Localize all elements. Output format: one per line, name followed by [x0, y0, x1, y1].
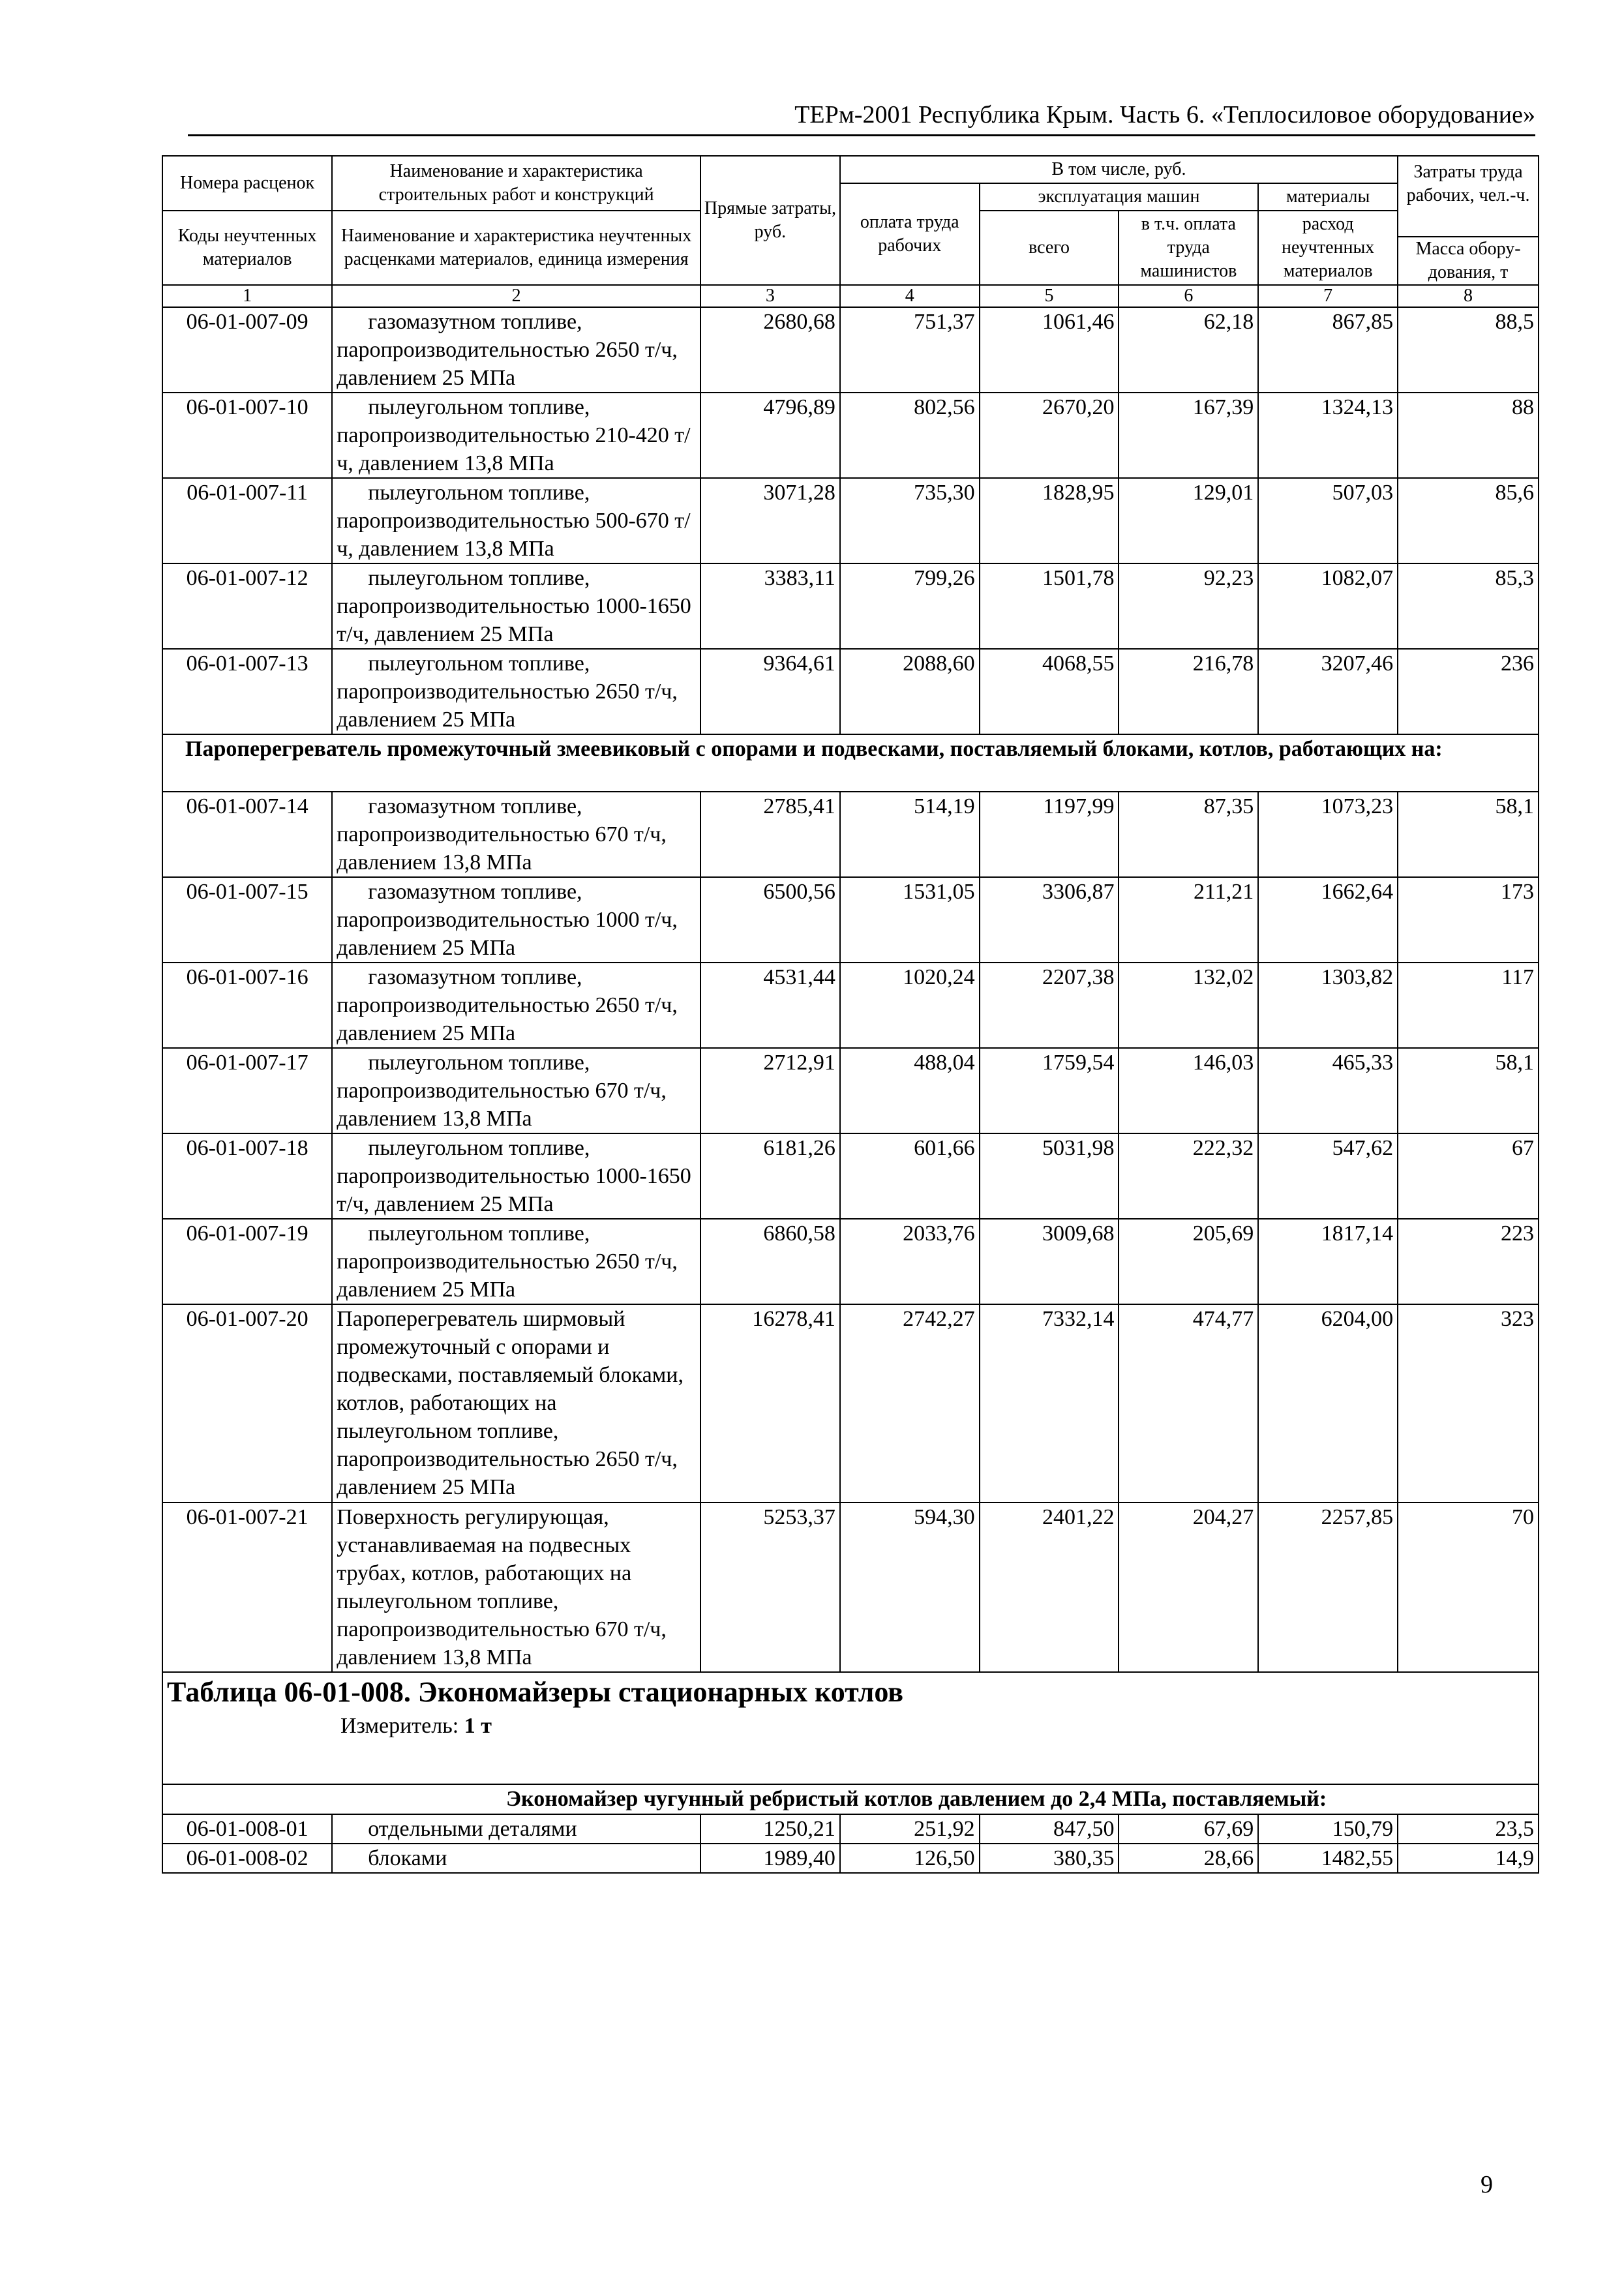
equipment-mass: 323: [1398, 1304, 1539, 1503]
materials: 1662,64: [1258, 877, 1398, 963]
section-heading: Экономайзер чугунный ребристый котлов давлением до 2,4 МПа, поставляемый:: [506, 1787, 1327, 1811]
equipment-mass: 14,9: [1398, 1844, 1539, 1873]
machinist-pay: 216,78: [1119, 649, 1258, 734]
col-number: 1: [162, 285, 332, 307]
direct-costs: 6860,58: [700, 1219, 840, 1304]
equipment-mass: 85,3: [1398, 563, 1539, 649]
col-header-worker-pay: оплата труда рабочих: [840, 183, 980, 285]
table-row: [162, 1814, 1539, 1844]
rate-name: пылеугольном топливе, паропроизводительностью 500-670 т/ч, давлением 13,8 МПа: [332, 478, 700, 563]
col-number: 8: [1398, 285, 1539, 307]
table-row: [162, 1304, 1539, 1503]
equipment-mass: 117: [1398, 963, 1539, 1048]
worker-pay: 601,66: [840, 1133, 980, 1219]
rate-code: 06-01-007-09: [162, 307, 332, 393]
materials: 547,62: [1258, 1133, 1398, 1219]
worker-pay: 594,30: [840, 1503, 980, 1672]
equipment-mass: 223: [1398, 1219, 1539, 1304]
rate-name: Пароперегреватель ширмовый промежуточный с опорами и подвесками, поставляемый блоками, котлов, работающих на пылеугольном топливе, паропроизводительностью 2650 т/ч, давлением 25 МПа: [332, 1304, 700, 1503]
direct-costs: 6181,26: [700, 1133, 840, 1219]
machines-total: 1197,99: [980, 792, 1119, 877]
col-header-machines: эксплуатация машин: [980, 183, 1259, 211]
materials: 6204,00: [1258, 1304, 1398, 1503]
machinist-pay: 132,02: [1119, 963, 1258, 1048]
col-header-material-names: Наименование и характеристика неучтенных расценками материалов, единица измерения: [332, 211, 700, 285]
rate-code: 06-01-007-17: [162, 1048, 332, 1133]
direct-costs: 1250,21: [700, 1814, 840, 1844]
machinist-pay: 204,27: [1119, 1503, 1258, 1672]
worker-pay: 802,56: [840, 393, 980, 478]
machinist-pay: 205,69: [1119, 1219, 1258, 1304]
machines-total: 1061,46: [980, 307, 1119, 393]
page-number: 9: [1481, 2171, 1493, 2198]
rate-name: газомазутном топливе, паропроизводительностью 2650 т/ч, давлением 25 МПа: [332, 307, 700, 393]
section-heading-row: [162, 734, 1539, 792]
col-number: 3: [700, 285, 840, 307]
table-row: [162, 1133, 1539, 1219]
worker-pay: 514,19: [840, 792, 980, 877]
materials: 1817,14: [1258, 1219, 1398, 1304]
equipment-mass: 236: [1398, 649, 1539, 734]
direct-costs: 9364,61: [700, 649, 840, 734]
table-title: Таблица 06-01-008. Экономайзеры стационарных котлов: [167, 1676, 904, 1708]
equipment-mass: 23,5: [1398, 1814, 1539, 1844]
col-number: 7: [1258, 285, 1398, 307]
direct-costs: 2680,68: [700, 307, 840, 393]
machinist-pay: 146,03: [1119, 1048, 1258, 1133]
equipment-mass: 58,1: [1398, 792, 1539, 877]
equipment-mass: 173: [1398, 877, 1539, 963]
col-number: 2: [332, 285, 700, 307]
machinist-pay: 222,32: [1119, 1133, 1258, 1219]
rate-name: Поверхность регулирующая, устанавливаемая на подвесных трубах, котлов, работающих на пылеугольном топливе, паропроизводительностью 670 т/ч, давлением 13,8 МПа: [332, 1503, 700, 1672]
rate-code: 06-01-007-14: [162, 792, 332, 877]
materials: 1324,13: [1258, 393, 1398, 478]
worker-pay: 488,04: [840, 1048, 980, 1133]
col-header-materials: материалы: [1258, 183, 1398, 211]
materials: 1073,23: [1258, 792, 1398, 877]
col-header-name: Наименование и характеристика строительных работ и конструкций: [332, 156, 700, 211]
worker-pay: 1020,24: [840, 963, 980, 1048]
col-number: 6: [1119, 285, 1258, 307]
direct-costs: 3071,28: [700, 478, 840, 563]
rate-code: 06-01-007-18: [162, 1133, 332, 1219]
meter-label: Измеритель:: [340, 1714, 459, 1738]
table-row: [162, 649, 1539, 734]
direct-costs: 1989,40: [700, 1844, 840, 1873]
col-header-machinist-pay: в т.ч. оплата труда машинистов: [1119, 211, 1258, 285]
rate-name: пылеугольном топливе, паропроизводительностью 2650 т/ч, давлением 25 МПа: [332, 1219, 700, 1304]
worker-pay: 735,30: [840, 478, 980, 563]
rate-code: 06-01-007-21: [162, 1503, 332, 1672]
rate-name: пылеугольном топливе, паропроизводительностью 2650 т/ч, давлением 25 МПа: [332, 649, 700, 734]
table-row: [162, 1503, 1539, 1672]
equipment-mass: 67: [1398, 1133, 1539, 1219]
table-row: [162, 877, 1539, 963]
machines-total: 3009,68: [980, 1219, 1119, 1304]
rate-code: 06-01-008-01: [162, 1814, 332, 1844]
direct-costs: 6500,56: [700, 877, 840, 963]
direct-costs: 4796,89: [700, 393, 840, 478]
worker-pay: 1531,05: [840, 877, 980, 963]
col-header-direct-costs: Прямые затраты, руб.: [700, 156, 840, 285]
materials: 3207,46: [1258, 649, 1398, 734]
materials: 465,33: [1258, 1048, 1398, 1133]
machines-total: 380,35: [980, 1844, 1119, 1873]
col-header-including: В том числе, руб.: [840, 156, 1398, 183]
col-header-machines-total: всего: [980, 211, 1119, 285]
machinist-pay: 92,23: [1119, 563, 1258, 649]
machinist-pay: 211,21: [1119, 877, 1258, 963]
materials: 150,79: [1258, 1814, 1398, 1844]
rate-code: 06-01-007-11: [162, 478, 332, 563]
table-row: [162, 792, 1539, 877]
rate-name: пылеугольном топливе, паропроизводительностью 670 т/ч, давлением 13,8 МПа: [332, 1048, 700, 1133]
rate-name: блоками: [332, 1844, 700, 1873]
materials: 2257,85: [1258, 1503, 1398, 1672]
rate-code: 06-01-007-19: [162, 1219, 332, 1304]
direct-costs: 16278,41: [700, 1304, 840, 1503]
direct-costs: 5253,37: [700, 1503, 840, 1672]
equipment-mass: 88: [1398, 393, 1539, 478]
materials: 867,85: [1258, 307, 1398, 393]
col-header-labor-costs: Затраты труда рабочих, чел.-ч.: [1398, 156, 1539, 237]
worker-pay: 126,50: [840, 1844, 980, 1873]
machines-total: 2207,38: [980, 963, 1119, 1048]
table-row: [162, 307, 1539, 393]
table-row: [162, 478, 1539, 563]
machines-total: 5031,98: [980, 1133, 1119, 1219]
machines-total: 1759,54: [980, 1048, 1119, 1133]
materials: 1303,82: [1258, 963, 1398, 1048]
col-header-material-codes: Коды неучтенных материалов: [162, 211, 332, 285]
rate-code: 06-01-008-02: [162, 1844, 332, 1873]
machines-total: 4068,55: [980, 649, 1119, 734]
table-meter: [167, 1712, 1534, 1741]
machinist-pay: 167,39: [1119, 393, 1258, 478]
col-header-codes: Номера расценок: [162, 156, 332, 211]
running-header: [188, 95, 1535, 136]
table-row: [162, 1048, 1539, 1133]
worker-pay: 2742,27: [840, 1304, 980, 1503]
materials: 1482,55: [1258, 1844, 1398, 1873]
col-number: 4: [840, 285, 980, 307]
materials: 507,03: [1258, 478, 1398, 563]
machines-total: 1828,95: [980, 478, 1119, 563]
rate-name: пылеугольном топливе, паропроизводительностью 210-420 т/ч, давлением 13,8 МПа: [332, 393, 700, 478]
machines-total: 3306,87: [980, 877, 1119, 963]
worker-pay: 2033,76: [840, 1219, 980, 1304]
rate-name: отдельными деталями: [332, 1814, 700, 1844]
rate-code: 06-01-007-13: [162, 649, 332, 734]
meter-value: 1 т: [464, 1714, 492, 1738]
materials: 1082,07: [1258, 563, 1398, 649]
table-row: [162, 963, 1539, 1048]
machines-total: 847,50: [980, 1814, 1119, 1844]
rate-code: 06-01-007-20: [162, 1304, 332, 1503]
rate-name: газомазутном топливе, паропроизводительностью 2650 т/ч, давлением 25 МПа: [332, 963, 700, 1048]
rate-code: 06-01-007-10: [162, 393, 332, 478]
header-title: ТЕРм-2001 Республика Крым. Часть 6. «Теплосиловое оборудование»: [794, 101, 1535, 128]
direct-costs: 4531,44: [700, 963, 840, 1048]
machinist-pay: 62,18: [1119, 307, 1258, 393]
col-number: 5: [980, 285, 1119, 307]
machines-total: 2670,20: [980, 393, 1119, 478]
machines-total: 7332,14: [980, 1304, 1119, 1503]
machinist-pay: 87,35: [1119, 792, 1258, 877]
direct-costs: 2785,41: [700, 792, 840, 877]
equipment-mass: 58,1: [1398, 1048, 1539, 1133]
table2-heading-row: [162, 1672, 1539, 1784]
table-row: [162, 1219, 1539, 1304]
machinist-pay: 28,66: [1119, 1844, 1258, 1873]
machines-total: 2401,22: [980, 1503, 1119, 1672]
rate-name: газомазутном топливе, паропроизводительностью 1000 т/ч, давлением 25 МПа: [332, 877, 700, 963]
worker-pay: 2088,60: [840, 649, 980, 734]
rate-name: пылеугольном топливе, паропроизводительностью 1000-1650 т/ч, давлением 25 МПа: [332, 1133, 700, 1219]
rate-code: 06-01-007-16: [162, 963, 332, 1048]
rate-code: 06-01-007-15: [162, 877, 332, 963]
machines-total: 1501,78: [980, 563, 1119, 649]
worker-pay: 799,26: [840, 563, 980, 649]
machinist-pay: 474,77: [1119, 1304, 1258, 1503]
equipment-mass: 70: [1398, 1503, 1539, 1672]
direct-costs: 3383,11: [700, 563, 840, 649]
section-heading-row: [162, 1784, 1539, 1814]
rate-name: газомазутном топливе, паропроизводительностью 670 т/ч, давлением 13,8 МПа: [332, 792, 700, 877]
equipment-mass: 88,5: [1398, 307, 1539, 393]
worker-pay: 751,37: [840, 307, 980, 393]
machinist-pay: 129,01: [1119, 478, 1258, 563]
rate-name: пылеугольном топливе, паропроизводительностью 1000-1650 т/ч, давлением 25 МПа: [332, 563, 700, 649]
worker-pay: 251,92: [840, 1814, 980, 1844]
rates-table: [162, 155, 1539, 1874]
equipment-mass: 85,6: [1398, 478, 1539, 563]
section-heading: Пароперегреватель промежуточный змеевиковый с опорами и подвесками, поставляемый блоками, котлов, работающих на:: [185, 737, 1443, 761]
table-row: [162, 1844, 1539, 1873]
rate-code: 06-01-007-12: [162, 563, 332, 649]
machinist-pay: 67,69: [1119, 1814, 1258, 1844]
table-row: [162, 563, 1539, 649]
direct-costs: 2712,91: [700, 1048, 840, 1133]
col-header-equipment-mass: Масса обору-дования, т: [1398, 237, 1539, 285]
col-header-unaccounted-materials: расход неучтенных материалов: [1258, 211, 1398, 285]
table-row: [162, 393, 1539, 478]
